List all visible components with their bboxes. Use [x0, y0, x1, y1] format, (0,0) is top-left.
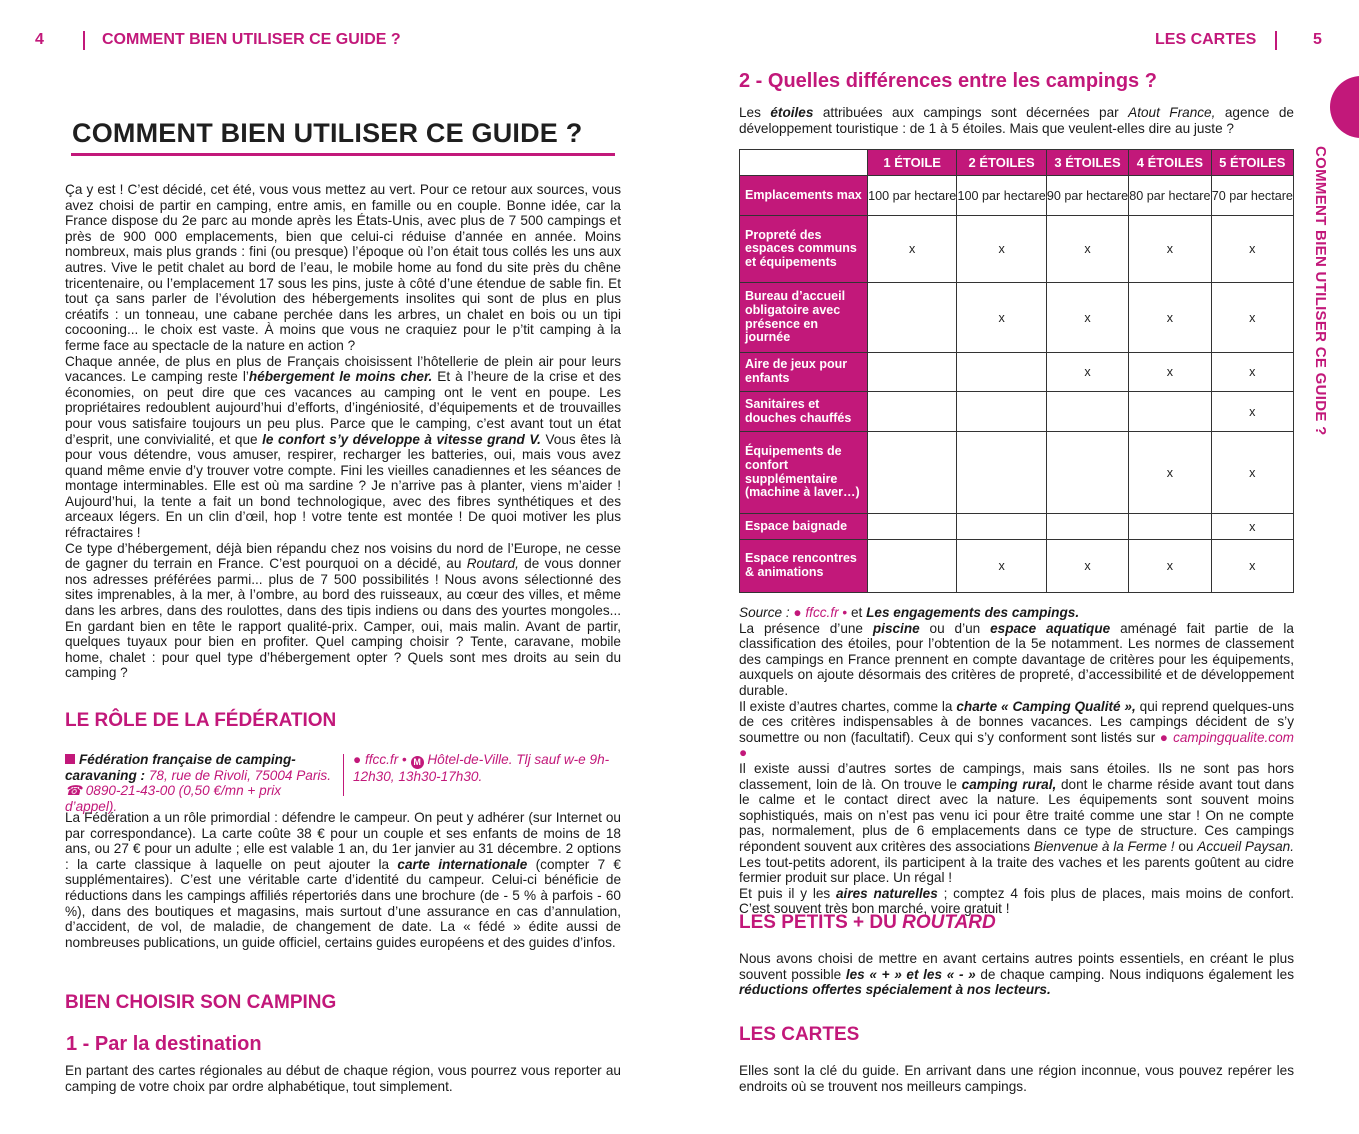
table-cell: x	[1046, 540, 1128, 593]
table-cell: x	[1211, 353, 1293, 392]
intro-paragraph-1: Ça y est ! C’est décidé, cet été, vous vous mettez au vert. Pour ce retour aux sources, vous avez choisi de partir en camping, entre amis, en famille ou en couple. Bonne idée, car la France dispose du 2e parc au monde après les États-Unis, avec plus de 7 500 campings et près de 900 000 emplacements, bien que celui-ci réduise d’année en année. Moins nombreux, mais plus grands : fini (ou presque) l’époque où l’on était tous collés les uns aux autres. Vive le petit chalet au bord de l’eau, le mobile home au fond du site près du chêne tricentenaire, ou l’emplacement 17 sous les pins, juste à côté d’une étendue de sable fin. Et tout ça sans parler de l’évolution des hébergements insolites qui sont de plus en plus créatifs : un tonneau, une cabane perchée dans les arbres, un chalet en bois ou un tipi cocooning... le choix est vaste. À moins que vous ne craquiez pour le p’tit camping à la ferme face au spectacle de la nature en action ?	[65, 182, 621, 353]
table-cell: x	[1046, 216, 1128, 283]
table-cell	[957, 432, 1046, 514]
destination-heading: 1 - Par la destination	[66, 1033, 262, 1055]
column-header: 5 ÉTOILES	[1211, 150, 1293, 176]
row-header: Espace baignade	[740, 514, 868, 540]
page-number-right: 5	[1313, 31, 1322, 48]
table-corner-cell	[740, 150, 868, 176]
table-cell: x	[957, 216, 1046, 283]
column-header: 3 ÉTOILES	[1046, 150, 1128, 176]
paragraph-natural-areas: Et puis il y les aires naturelles ; comptez 4 fois plus de places, mais moins de confort. C’est souvent très bon marché, voire gratuit !	[739, 885, 1294, 917]
row-header: Propreté des espaces communs et équipements	[740, 216, 868, 283]
table-cell: x	[1211, 392, 1293, 432]
paragraph-pool: La présence d’une piscine ou d’un espace aquatique aménagé fait partie de la classification des étoiles, pour l’obtention de la 5e notamment. Les normes de classement des campings en France prennent en compte davantage de critères pour les équipements, auxquels on ajoute désormais des critères de propreté, d’accessibilité et de développement durable.	[739, 620, 1294, 698]
row-header: Emplacements max	[740, 176, 868, 216]
federation-contact-block: ● ffcc.fr • M Hôtel-de-Ville. Tlj sauf w-e 9h-12h30, 13h30-17h30.	[353, 752, 610, 784]
table-row	[740, 176, 1294, 216]
table-cell	[1046, 392, 1128, 432]
running-header-right: LES CARTES	[1155, 31, 1257, 48]
maps-text: Elles sont la clé du guide. En arrivant dans une région inconnue, vous pouvez repérer les endroits où se trouvent nos meilleurs campings.	[739, 1063, 1294, 1094]
column-header: 2 ÉTOILES	[957, 150, 1046, 176]
table-cell	[868, 283, 957, 353]
table-cell: 100 par hectare	[957, 176, 1046, 216]
table-cell	[957, 514, 1046, 540]
intro-paragraph-2: Chaque année, de plus en plus de Français choisissent l’hôtellerie de plein air pour leurs vacances. Le camping reste l’hébergement le moins cher. Et à l’heure de la crise et des économies, on peut dire que ces vacances au camping ont le vent en poupe. Les propriétaires redoublent aujourd’hui d’efforts, d’ingéniosité, d’équipements et de trouvailles pour vous satisfaire toujours un peu plus. Parce que le camping, c’est avant tout un état d’esprit, une convivialité, et que le confort s’y développe à vitesse grand V. Vous êtes là pour vous détendre, vous amuser, respirer, recharger les batteries, oui, mais vous avez quand même envie d’y trouver votre compte. Fini les vieilles canadiennes et les séances de montage interminables. Elle est où ma sardine ? Je n’arrive pas à planter, viens m’aider ! Aujourd’hui, la tente a fait un bond technologique, avec des fibres synthétiques et des arceaux légers. En un clin d’œil, hop ! votre tente est montée ! De quoi motiver les plus réfractaires !	[65, 353, 621, 541]
table-row	[740, 514, 1294, 540]
table-cell	[868, 432, 957, 514]
table-cell: 90 par hectare	[1046, 176, 1128, 216]
row-header: Bureau d’accueil obligatoire avec présence en journée	[740, 283, 868, 353]
table-cell: x	[1211, 514, 1293, 540]
table-cell: x	[1129, 540, 1211, 593]
star-explanations	[739, 605, 1294, 917]
federation-phone[interactable]: ☎ 0890-21-43-00 (0,50 €/mn + prix d’appel).	[65, 783, 282, 814]
table-cell: x	[1211, 216, 1293, 283]
header-divider-left	[83, 31, 85, 50]
table-cell	[868, 514, 957, 540]
table-cell: x	[957, 283, 1046, 353]
table-row	[740, 353, 1294, 392]
table-row	[740, 432, 1294, 514]
metro-icon: M	[411, 756, 424, 769]
bullet-dot-icon: ●	[353, 752, 362, 767]
table-row	[740, 540, 1294, 593]
table-cell: 100 par hectare	[868, 176, 957, 216]
maps-heading: LES CARTES	[739, 1024, 860, 1045]
title-underline	[71, 153, 615, 156]
federation-heading: LE RÔLE DE LA FÉDÉRATION	[65, 710, 337, 731]
campingqualite-link[interactable]: campingqualite.com	[1173, 729, 1294, 745]
row-header: Équipements de confort supplémentaire (machine à laver…)	[740, 432, 868, 514]
choose-camping-heading: BIEN CHOISIR SON CAMPING	[65, 992, 337, 1013]
table-cell	[1129, 392, 1211, 432]
destination-text: En partant des cartes régionales au début de chaque région, vous pourrez vous reporter au camping de votre choix par ordre alphabétique, tout simplement.	[65, 1063, 621, 1094]
table-cell: x	[1129, 432, 1211, 514]
table-cell: x	[1129, 216, 1211, 283]
column-header: 1 ÉTOILE	[868, 150, 957, 176]
petits-plus-text: Nous avons choisi de mettre en avant certains autres points essentiels, en créant le plus souvent possible les « + » et les « - » de chaque camping. Nous indiquons également les réductions offertes spécialement à nos lecteurs.	[739, 951, 1294, 998]
table-cell	[868, 540, 957, 593]
running-header-left: COMMENT BIEN UTILISER CE GUIDE ?	[102, 31, 401, 48]
differences-intro: Les étoiles attribuées aux campings sont décernées par Atout France, agence de développement touristique : de 1 à 5 étoiles. Mais que veulent-elles dire au juste ?	[739, 105, 1294, 136]
table-cell: x	[1046, 283, 1128, 353]
header-divider-right	[1275, 31, 1277, 50]
federation-website-link[interactable]: ffcc.fr	[365, 752, 399, 767]
table-row	[740, 392, 1294, 432]
source-website-link[interactable]: ffcc.fr	[805, 605, 839, 620]
table-cell: 70 par hectare	[1211, 176, 1293, 216]
side-section-label: COMMENT BIEN UTILISER CE GUIDE ?	[1312, 146, 1329, 436]
federation-address-block: Fédération française de camping-caravaning : 78, rue de Rivoli, 75004 Paris. ☎ 0890-21-43-00 (0,50 €/mn + prix d’appel).	[65, 752, 331, 814]
intro-text	[65, 182, 621, 681]
table-cell	[868, 353, 957, 392]
differences-heading: 2 - Quelles différences entre les campings ?	[739, 70, 1157, 92]
table-cell	[957, 392, 1046, 432]
paragraph-rural: Il existe aussi d’autres sortes de campings, mais sans étoiles. Ils ne sont pas hors classement, loin de là. On trouve le camping rural, dont le charme réside avant tout dans le calme et le contact direct avec la nature. Les équipements sont souvent moins sophistiqués, mais on n’est pas venu ici pour être traité comme une star ! On ne compte pas, normalement, plus de 6 emplacements dans ce type de structure. Ces campings répondent souvent aux critères des associations Bienvenue à la Ferme ! ou Accueil Paysan. Les tout-petits adorent, ils participent à la traite des vaches et les parents goûtent au cidre fermier produit sur place. Un régal !	[739, 760, 1295, 886]
table-cell	[1129, 514, 1211, 540]
source-line: Source : ● ffcc.fr • et Les engagements des campings.	[739, 605, 1080, 620]
intro-paragraph-3: Ce type d’hébergement, déjà bien répandu chez nos voisins du nord de l’Europe, ne cesse de gagner du terrain en France. C’est pourquoi on a décidé, au Routard, de vous donner nos adresses préférées parmi... plus de 7 500 possibilités ! Nous avons sélectionné des sites imprenables, à la mer, à l’ombre, au bord des ruisseaux, au cœur des villes, et même dans les arbres, dans des roulottes, dans des tipis indiens ou dans des yourtes mongoles... En gardant bien en tête le rapport qualité-prix. Camper, oui, mais malin. Avant de partir, quelques tuyaux pour bien en profiter. Quel camping choisir ? Tente, caravane, mobile home, chalet : pour quel type d’hébergement opter ? Quels sont mes droits au sein du camping ?	[65, 540, 621, 681]
table-cell	[1046, 514, 1128, 540]
row-header: Aire de jeux pour enfants	[740, 353, 868, 392]
table-header-row	[740, 150, 1294, 176]
column-header: 4 ÉTOILES	[1129, 150, 1211, 176]
table-cell: x	[1211, 432, 1293, 514]
table-row	[740, 216, 1294, 283]
bullet-square-icon	[65, 754, 75, 764]
table-cell: x	[1211, 283, 1293, 353]
column-divider	[343, 754, 344, 796]
table-cell: x	[1129, 353, 1211, 392]
table-cell: x	[868, 216, 957, 283]
table-cell: x	[1129, 283, 1211, 353]
row-header: Espace rencontres & animations	[740, 540, 868, 593]
table-row	[740, 283, 1294, 353]
row-header: Sanitaires et douches chauffés	[740, 392, 868, 432]
table-cell: 80 par hectare	[1129, 176, 1211, 216]
table-cell	[868, 392, 957, 432]
table-cell	[1046, 432, 1128, 514]
table-cell: x	[1046, 353, 1128, 392]
section-tab	[1330, 76, 1359, 138]
table-cell	[957, 353, 1046, 392]
page-number-left: 4	[35, 31, 44, 48]
federation-text: La Fédération a un rôle primordial : défendre le campeur. On peut y adhérer (sur Internet ou par correspondance). La carte coûte 38 € pour un couple et ses enfants de moins de 18 ans, ou 27 € pour un adulte ; elle est valable 1 an, du 1er janvier au 31 décembre. 2 options : la carte classique à laquelle on peut ajouter la carte internationale (compter 7 € supplémentaires). C’est une véritable carte d’identité du campeur. Celui-ci bénéficie de réductions dans les campings affiliés répertoriés dans une brochure (de - 5 % à parfois - 60 %), dans des boutiques et magasins, mais surtout d’une assurance en cas d’annulation, d’accident, de vol, de maladie, de changement de date. La « fédé » édite aussi de nombreuses publications, un guide officiel, certains guides européens et des guides d’infos.	[65, 810, 621, 950]
table-cell: x	[1211, 540, 1293, 593]
stars-comparison-table	[739, 149, 1294, 593]
table-cell: x	[957, 540, 1046, 593]
paragraph-charter: Il existe d’autres chartes, comme la charte « Camping Qualité », qui reprend quelques-uns de ces critères indispensables à de bonnes vacances. Les campings décident de s’y soumettre ou non (facultatif). Ceux qui s’y conforment sont listés sur ● campingqualite.com ●	[739, 698, 1294, 761]
page-title: COMMENT BIEN UTILISER CE GUIDE ?	[72, 118, 583, 148]
petits-plus-heading: LES PETITS + DU ROUTARD	[739, 912, 996, 933]
